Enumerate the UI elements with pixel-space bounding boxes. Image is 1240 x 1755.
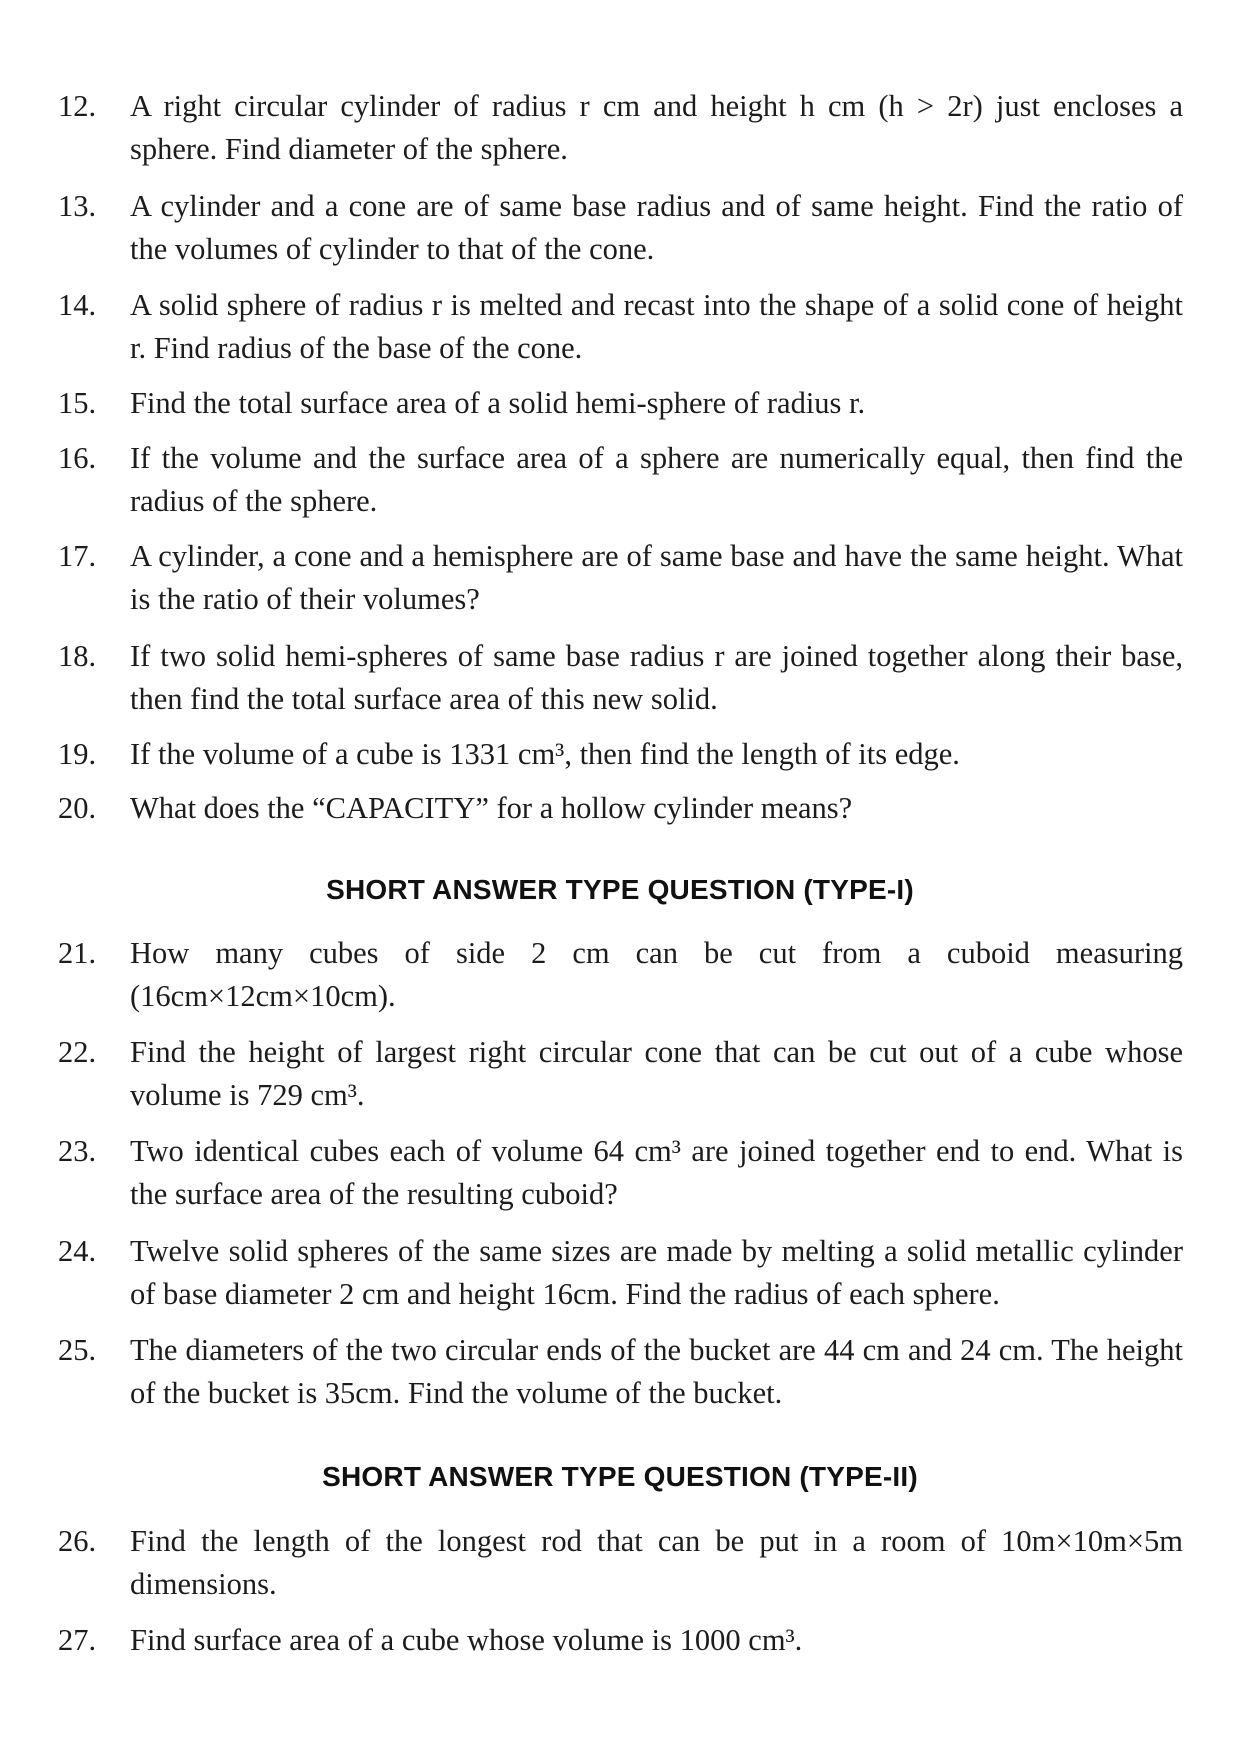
question-text: The diameters of the two circular ends of the bucket are 44 cm and 24 cm. The height of the bucket is 35cm. Find the volume of the bucket. [130,1333,1183,1410]
question-number: 23. [58,1134,97,1168]
question-text: Twelve solid spheres of the same sizes are made by melting a solid metallic cylinder of base diameter 2 cm and height 16cm. Find the radius of each sphere. [130,1234,1183,1311]
question-19 [58,733,1183,776]
question-12 [58,85,1183,171]
question-text: A right circular cylinder of radius r cm and height h cm (h > 2r) just encloses a sphere. Find diameter of the sphere. [130,89,1183,166]
question-text: Find surface area of a cube whose volume is 1000 cm³. [130,1623,803,1657]
question-text: A solid sphere of radius r is melted and recast into the shape of a solid cone of height r. Find radius of the base of the cone. [130,288,1183,365]
question-text: Find the length of the longest rod that can be put in a room of 10m×10m×5m dimensions. [130,1524,1183,1601]
question-number: 12. [58,89,97,123]
question-number: 13. [58,189,97,223]
question-number: 25. [58,1333,97,1367]
question-number: 14. [58,288,97,322]
question-20 [58,787,1183,830]
question-24 [58,1230,1183,1316]
question-text: Find the total surface area of a solid hemi-sphere of radius r. [130,386,866,420]
question-text: If two solid hemi-spheres of same base radius r are joined together along their base, then find the total surface area of this new solid. [130,639,1183,716]
question-26 [58,1520,1183,1606]
question-number: 24. [58,1234,97,1268]
question-number: 16. [58,441,97,475]
question-13 [58,185,1183,271]
question-22 [58,1031,1183,1117]
question-number: 27. [58,1623,97,1657]
question-21 [58,932,1183,1018]
section-heading-type-1: SHORT ANSWER TYPE QUESTION (TYPE-I) [326,874,914,905]
question-number: 26. [58,1524,97,1558]
question-16 [58,437,1183,523]
question-17 [58,535,1183,621]
question-text: If the volume of a cube is 1331 cm³, then find the length of its edge. [130,737,960,771]
question-text: Find the height of largest right circular cone that can be cut out of a cube whose volume is 729 cm³. [130,1035,1183,1112]
section-heading-type-2: SHORT ANSWER TYPE QUESTION (TYPE-II) [322,1461,918,1492]
question-23 [58,1130,1183,1216]
question-27 [58,1619,1183,1662]
question-14 [58,284,1183,370]
question-25 [58,1329,1183,1415]
question-18 [58,635,1183,721]
question-text: What does the “CAPACITY” for a hollow cylinder means? [130,791,853,825]
question-text: Two identical cubes each of volume 64 cm³ are joined together end to end. What is the surface area of the resulting cuboid? [130,1134,1183,1211]
question-number: 22. [58,1035,97,1069]
question-number: 18. [58,639,97,673]
question-number: 17. [58,539,97,573]
question-text: If the volume and the surface area of a sphere are numerically equal, then find the radius of the sphere. [130,441,1183,518]
question-number: 15. [58,386,97,420]
question-text: A cylinder and a cone are of same base radius and of same height. Find the ratio of the volumes of cylinder to that of the cone. [130,189,1183,266]
question-number: 20. [58,791,97,825]
question-text: A cylinder, a cone and a hemisphere are of same base and have the same height. What is the ratio of their volumes? [130,539,1183,616]
question-15 [58,382,1183,425]
question-number: 21. [58,936,97,970]
question-text: How many cubes of side 2 cm can be cut from a cuboid measuring (16cm×12cm×10cm). [130,936,1183,1013]
question-number: 19. [58,737,97,771]
